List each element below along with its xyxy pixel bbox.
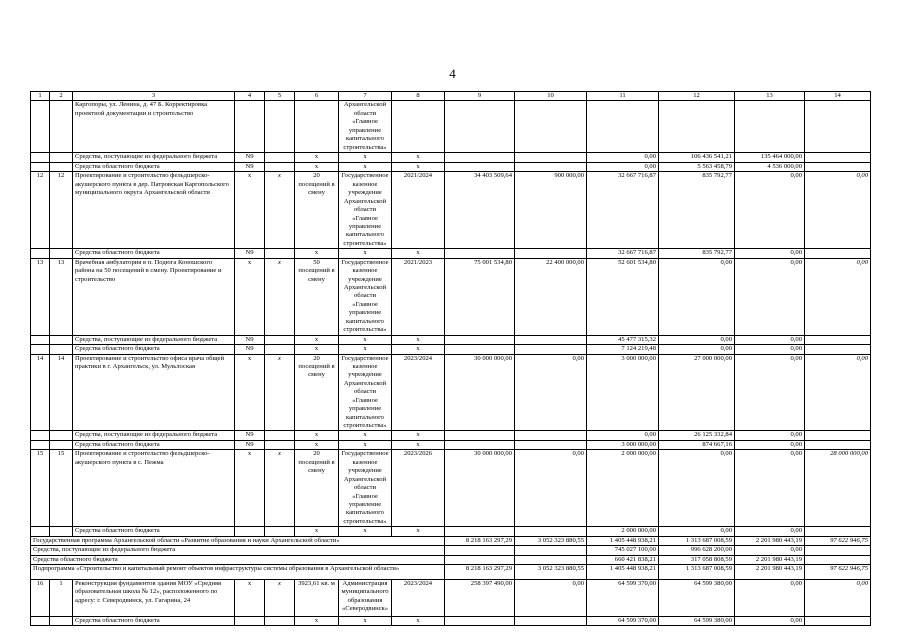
amount-cell	[805, 101, 871, 153]
cell-empty	[50, 249, 73, 258]
cell-code: N9	[235, 335, 265, 344]
cell-empty	[50, 527, 73, 536]
funding-source-row	[31, 345, 871, 354]
col-number: 14	[805, 92, 871, 101]
amount-cell: 2 201 980 443,19	[735, 555, 805, 564]
funding-source-row	[31, 249, 871, 258]
cell-x: x	[392, 335, 445, 344]
amount-cell: 97 622 946,75	[805, 565, 871, 580]
customer: Администрация муниципального образования «Северодвинск»	[339, 580, 392, 617]
cell-empty	[31, 431, 50, 440]
cell-x: x	[235, 580, 265, 617]
amount-cell: 3 052 323 880,55	[515, 565, 587, 580]
cell-code: N9	[235, 153, 265, 162]
cell-empty	[445, 440, 515, 449]
cell-empty	[515, 617, 587, 626]
funding-source-row	[31, 617, 871, 626]
cell-empty	[445, 249, 515, 258]
capacity: 20 посещений в смену	[295, 450, 339, 527]
amount-cell: 0,00	[805, 354, 871, 431]
col-number: 12	[659, 92, 735, 101]
cell-x: x	[295, 440, 339, 449]
row-number: 16	[31, 580, 50, 617]
cell-empty	[445, 617, 515, 626]
amount-cell: 7 124 219,48	[587, 345, 659, 354]
amount-cell: 660 421 838,21	[587, 555, 659, 564]
amount-cell	[735, 101, 805, 153]
funding-source-label: Средства областного бюджета	[73, 527, 235, 536]
cell-empty	[445, 431, 515, 440]
cell-x: x	[265, 580, 295, 617]
amount-cell: 0,00	[659, 335, 735, 344]
customer: Государственное казенное учреждение Архангельской области «Главное управление капитального строительства»	[339, 258, 392, 335]
cell-empty	[31, 335, 50, 344]
cell-empty	[31, 527, 50, 536]
col-number: 2	[50, 92, 73, 101]
cell-empty	[515, 440, 587, 449]
cell-x: x	[392, 431, 445, 440]
cell-empty	[265, 617, 295, 626]
amount-cell	[805, 162, 871, 171]
amount-cell: 0,00	[735, 258, 805, 335]
amount-cell	[805, 431, 871, 440]
cell-x: x	[265, 354, 295, 431]
amount-cell: 258 397 490,00	[445, 580, 515, 617]
cell-x	[265, 101, 295, 153]
amount-cell: 0,00	[735, 249, 805, 258]
col-number: 10	[515, 92, 587, 101]
cell-x: x	[339, 617, 392, 626]
cell-x: x	[392, 440, 445, 449]
amount-cell: 1 313 687 008,59	[659, 536, 735, 545]
program-title: Средства, поступающие из федерального бюджета	[31, 546, 445, 555]
program-title: Подпрограмма «Строительство и капитальный ремонт объектов инфраструктуры системы образования в Архангельской области»	[31, 565, 445, 580]
cell-empty	[50, 440, 73, 449]
amount-cell: 45 477 315,32	[587, 335, 659, 344]
amount-cell	[445, 101, 515, 153]
cell-empty	[50, 345, 73, 354]
funding-source-label: Средства, поступающие из федерального бюджета	[73, 431, 235, 440]
amount-cell: 30 000 000,00	[445, 450, 515, 527]
cell-empty	[445, 162, 515, 171]
cell-x: x	[339, 431, 392, 440]
cell-empty	[31, 162, 50, 171]
amount-cell	[805, 249, 871, 258]
sub-number: 12	[50, 172, 73, 249]
object-name: Реконструкция фундаментов здания МОУ «Средняя образовательная школа № 12», расположенного по адресу: г. Северодвинск, ул. Гагарина, 24	[73, 580, 235, 617]
col-number: 6	[295, 92, 339, 101]
amount-cell: 3 000 000,00	[587, 440, 659, 449]
capacity: 20 посещений в смену	[295, 354, 339, 431]
sub-number: 14	[50, 354, 73, 431]
amount-cell: 1 313 687 008,59	[659, 565, 735, 580]
amount-cell: 0,00	[735, 580, 805, 617]
amount-cell	[515, 555, 587, 564]
col-number: 11	[587, 92, 659, 101]
cell-empty	[445, 335, 515, 344]
amount-cell: 0,00	[659, 345, 735, 354]
program-total-row	[31, 546, 871, 555]
amount-cell: 0,00	[735, 527, 805, 536]
sub-number: 15	[50, 450, 73, 527]
cell-empty	[515, 527, 587, 536]
customer: Государственное казенное учреждение Архангельской области «Главное управление капитального строительства»	[339, 172, 392, 249]
cell-x: x	[235, 258, 265, 335]
cell-empty	[50, 153, 73, 162]
cell-x: x	[295, 431, 339, 440]
cell-empty	[445, 345, 515, 354]
col-number: 9	[445, 92, 515, 101]
funding-source-row	[31, 335, 871, 344]
cell-empty	[515, 153, 587, 162]
amount-cell: 75 001 534,80	[445, 258, 515, 335]
funding-source-row	[31, 431, 871, 440]
cell-empty	[31, 617, 50, 626]
program-total-row	[31, 555, 871, 564]
cell-x: x	[392, 162, 445, 171]
cell-x: x	[392, 153, 445, 162]
program-title: Средства областного бюджета	[31, 555, 445, 564]
funding-source-label: Средства областного бюджета	[73, 440, 235, 449]
cell-code	[235, 527, 265, 536]
amount-cell: 8 218 163 297,29	[445, 536, 515, 545]
cell-empty	[50, 162, 73, 171]
amount-cell: 64 599 380,00	[659, 617, 735, 626]
amount-cell: 0,00	[587, 431, 659, 440]
capacity: 3923,61 кв. м	[295, 580, 339, 617]
cell-x: x	[392, 249, 445, 258]
amount-cell: 64 599 370,00	[587, 617, 659, 626]
amount-cell	[659, 101, 735, 153]
cell-x: x	[295, 617, 339, 626]
col-number: 13	[735, 92, 805, 101]
cell-x: x	[339, 162, 392, 171]
object-row	[31, 450, 871, 527]
amount-cell: 835 792,77	[659, 172, 735, 249]
amount-cell: 0,00	[735, 172, 805, 249]
amount-cell: 0,00	[735, 335, 805, 344]
cell-empty	[265, 345, 295, 354]
amount-cell: 135 464 000,00	[735, 153, 805, 162]
cell-empty	[445, 527, 515, 536]
amount-cell: 52 601 534,80	[587, 258, 659, 335]
funding-source-label: Средства областного бюджета	[73, 249, 235, 258]
cell-x: x	[265, 172, 295, 249]
amount-cell: 0,00	[735, 431, 805, 440]
cell-empty	[50, 617, 73, 626]
period	[392, 101, 445, 153]
amount-cell: 0,00	[735, 354, 805, 431]
amount-cell	[515, 546, 587, 555]
row-number: 15	[31, 450, 50, 527]
amount-cell: 32 667 716,87	[587, 249, 659, 258]
funding-source-label: Средства, поступающие из федерального бюджета	[73, 335, 235, 344]
amount-cell: 1 405 448 938,21	[587, 565, 659, 580]
program-total-row	[31, 565, 871, 580]
col-number: 3	[73, 92, 235, 101]
period: 2021/2024	[392, 172, 445, 249]
amount-cell: 0,00	[515, 450, 587, 527]
cell-x: x	[265, 258, 295, 335]
cell-x: x	[339, 335, 392, 344]
period: 2023/2026	[392, 450, 445, 527]
cell-x: x	[339, 153, 392, 162]
cell-empty	[515, 162, 587, 171]
object-name: Врачебная амбулатория в п. Подюга Коношского района на 50 посещений в смену. Проектирование и строительство	[73, 258, 235, 335]
cell-empty	[31, 153, 50, 162]
customer: Государственное казенное учреждение Архангельской области «Главное управление капитального строительства»	[339, 450, 392, 527]
cell-code: N9	[235, 345, 265, 354]
object-row	[31, 354, 871, 431]
amount-cell: 2 000 000,00	[587, 527, 659, 536]
cell-code: N9	[235, 162, 265, 171]
row-number: 13	[31, 258, 50, 335]
object-row	[31, 172, 871, 249]
amount-cell	[805, 153, 871, 162]
cell-x: x	[235, 354, 265, 431]
cell-x	[235, 101, 265, 153]
amount-cell	[805, 555, 871, 564]
amount-cell: 0,00	[805, 172, 871, 249]
capacity: 50 посещений в смену	[295, 258, 339, 335]
cell-x: x	[339, 249, 392, 258]
funding-source-label: Средства, поступающие из федерального бюджета	[73, 153, 235, 162]
amount-cell: 1 405 448 938,21	[587, 536, 659, 545]
funding-source-row	[31, 440, 871, 449]
amount-cell: 26 125 332,84	[659, 431, 735, 440]
investment-table	[30, 91, 871, 626]
amount-cell	[805, 440, 871, 449]
amount-cell: 3 052 323 880,55	[515, 536, 587, 545]
amount-cell: 0,00	[587, 162, 659, 171]
cell-x: x	[295, 249, 339, 258]
column-number-row	[31, 92, 871, 101]
amount-cell: 0,00	[659, 527, 735, 536]
cell-x: x	[295, 345, 339, 354]
amount-cell	[805, 546, 871, 555]
cell-x: x	[295, 162, 339, 171]
amount-cell: 106 436 541,21	[659, 153, 735, 162]
col-number: 8	[392, 92, 445, 101]
amount-cell: 0,00	[805, 258, 871, 335]
cell-x: x	[392, 617, 445, 626]
funding-source-row	[31, 162, 871, 171]
col-number: 7	[339, 92, 392, 101]
cell-empty	[515, 335, 587, 344]
object-row	[31, 258, 871, 335]
cell-empty	[265, 162, 295, 171]
cell-empty	[265, 527, 295, 536]
amount-cell: 4 536 000,00	[735, 162, 805, 171]
period: 2023/2024	[392, 580, 445, 617]
amount-cell: 0,00	[735, 617, 805, 626]
sub-number: 1	[50, 580, 73, 617]
cell-x: x	[392, 345, 445, 354]
amount-cell: 64 599 380,00	[659, 580, 735, 617]
period: 2023/2024	[392, 354, 445, 431]
amount-cell: 0,00	[735, 546, 805, 555]
cell-empty	[50, 431, 73, 440]
cell-x: x	[265, 450, 295, 527]
amount-cell	[805, 335, 871, 344]
object-name: Проектирование и строительство фельдшерско-акушерского пункта в дер. Патровская Каргопольского муниципального округа Архангельской области	[73, 172, 235, 249]
amount-cell	[445, 546, 515, 555]
amount-cell: 27 000 000,00	[659, 354, 735, 431]
amount-cell: 0,00	[659, 450, 735, 527]
cell-x: x	[235, 172, 265, 249]
cell-code	[235, 617, 265, 626]
cell-x: x	[295, 335, 339, 344]
amount-cell: 8 218 163 297,29	[445, 565, 515, 580]
col-number: 5	[265, 92, 295, 101]
funding-source-row	[31, 153, 871, 162]
funding-source-label: Средства областного бюджета	[73, 345, 235, 354]
amount-cell: 2 000 000,00	[587, 450, 659, 527]
amount-cell: 0,00	[735, 450, 805, 527]
amount-cell: 0,00	[659, 258, 735, 335]
customer: Государственное казенное учреждение Архангельской области «Главное управление капитального строительства»	[339, 354, 392, 431]
amount-cell: 0,00	[735, 440, 805, 449]
row-number: 14	[31, 354, 50, 431]
amount-cell: 900 000,00	[515, 172, 587, 249]
amount-cell: 835 792,77	[659, 249, 735, 258]
amount-cell: 0,00	[515, 354, 587, 431]
cell-empty	[265, 335, 295, 344]
amount-cell: 745 027 100,00	[587, 546, 659, 555]
amount-cell: 2 201 980 443,19	[735, 536, 805, 545]
sub-number: 13	[50, 258, 73, 335]
object-row	[31, 101, 871, 153]
cell-empty	[265, 249, 295, 258]
cell-x: x	[392, 527, 445, 536]
amount-cell: 32 667 716,87	[587, 172, 659, 249]
cell-code: N9	[235, 431, 265, 440]
col-number: 4	[235, 92, 265, 101]
amount-cell: 0,00	[735, 345, 805, 354]
amount-cell: 30 000 000,00	[445, 354, 515, 431]
amount-cell: 317 058 808,59	[659, 555, 735, 564]
cell-empty	[445, 153, 515, 162]
customer: Архангельской области «Главное управление капитального строительства»	[339, 101, 392, 153]
funding-source-row	[31, 527, 871, 536]
cell-empty	[31, 249, 50, 258]
cell-x: x	[295, 527, 339, 536]
cell-code: N9	[235, 249, 265, 258]
object-row	[31, 580, 871, 617]
funding-source-label: Средства областного бюджета	[73, 162, 235, 171]
row-number: 12	[31, 172, 50, 249]
cell-empty	[50, 335, 73, 344]
amount-cell	[805, 527, 871, 536]
page-number: 4	[449, 66, 456, 81]
cell-empty	[31, 345, 50, 354]
cell-empty	[515, 249, 587, 258]
program-total-row	[31, 536, 871, 545]
cell-empty	[515, 345, 587, 354]
cell-x: x	[339, 345, 392, 354]
amount-cell: 97 622 946,75	[805, 536, 871, 545]
cell-code: N9	[235, 440, 265, 449]
cell-empty	[515, 431, 587, 440]
amount-cell: 34 403 509,64	[445, 172, 515, 249]
cell-x: x	[295, 153, 339, 162]
cell-x: x	[235, 450, 265, 527]
amount-cell	[445, 555, 515, 564]
object-name: Проектирование и строительство фельдшерско-акушерского пункта в с. Пежма	[73, 450, 235, 527]
row-number	[31, 101, 50, 153]
object-name: Проектирование и строительство офиса врача общей практики в г. Архангельск, ул. Мульлоская	[73, 354, 235, 431]
cell-empty	[31, 440, 50, 449]
amount-cell: 2 201 980 443,19	[735, 565, 805, 580]
amount-cell: 874 667,16	[659, 440, 735, 449]
amount-cell: 28 000 000,00	[805, 450, 871, 527]
amount-cell: 3 000 000,00	[587, 354, 659, 431]
program-title: Государственная программа Архангельской области «Развитие образования и науки Архангельской области»	[31, 536, 445, 545]
amount-cell: 0,00	[515, 580, 587, 617]
col-number: 1	[31, 92, 50, 101]
sub-number	[50, 101, 73, 153]
amount-cell	[515, 101, 587, 153]
capacity	[295, 101, 339, 153]
amount-cell	[587, 101, 659, 153]
cell-empty	[265, 440, 295, 449]
amount-cell: 22 400 000,00	[515, 258, 587, 335]
amount-cell	[805, 617, 871, 626]
capacity: 20 посещений в смену	[295, 172, 339, 249]
amount-cell	[805, 345, 871, 354]
cell-empty	[265, 153, 295, 162]
cell-empty	[265, 431, 295, 440]
amount-cell: 0,00	[587, 153, 659, 162]
cell-x: x	[339, 440, 392, 449]
amount-cell: 996 628 200,00	[659, 546, 735, 555]
funding-source-label: Средства областного бюджета	[73, 617, 235, 626]
amount-cell: 5 563 458,79	[659, 162, 735, 171]
amount-cell: 0,00	[805, 580, 871, 617]
object-name: Каргопоры, ул. Ленина, д. 47 Б. Корректировка проектной документации и строительство	[73, 101, 235, 153]
period: 2021/2023	[392, 258, 445, 335]
amount-cell: 64 599 370,00	[587, 580, 659, 617]
cell-x: x	[339, 527, 392, 536]
